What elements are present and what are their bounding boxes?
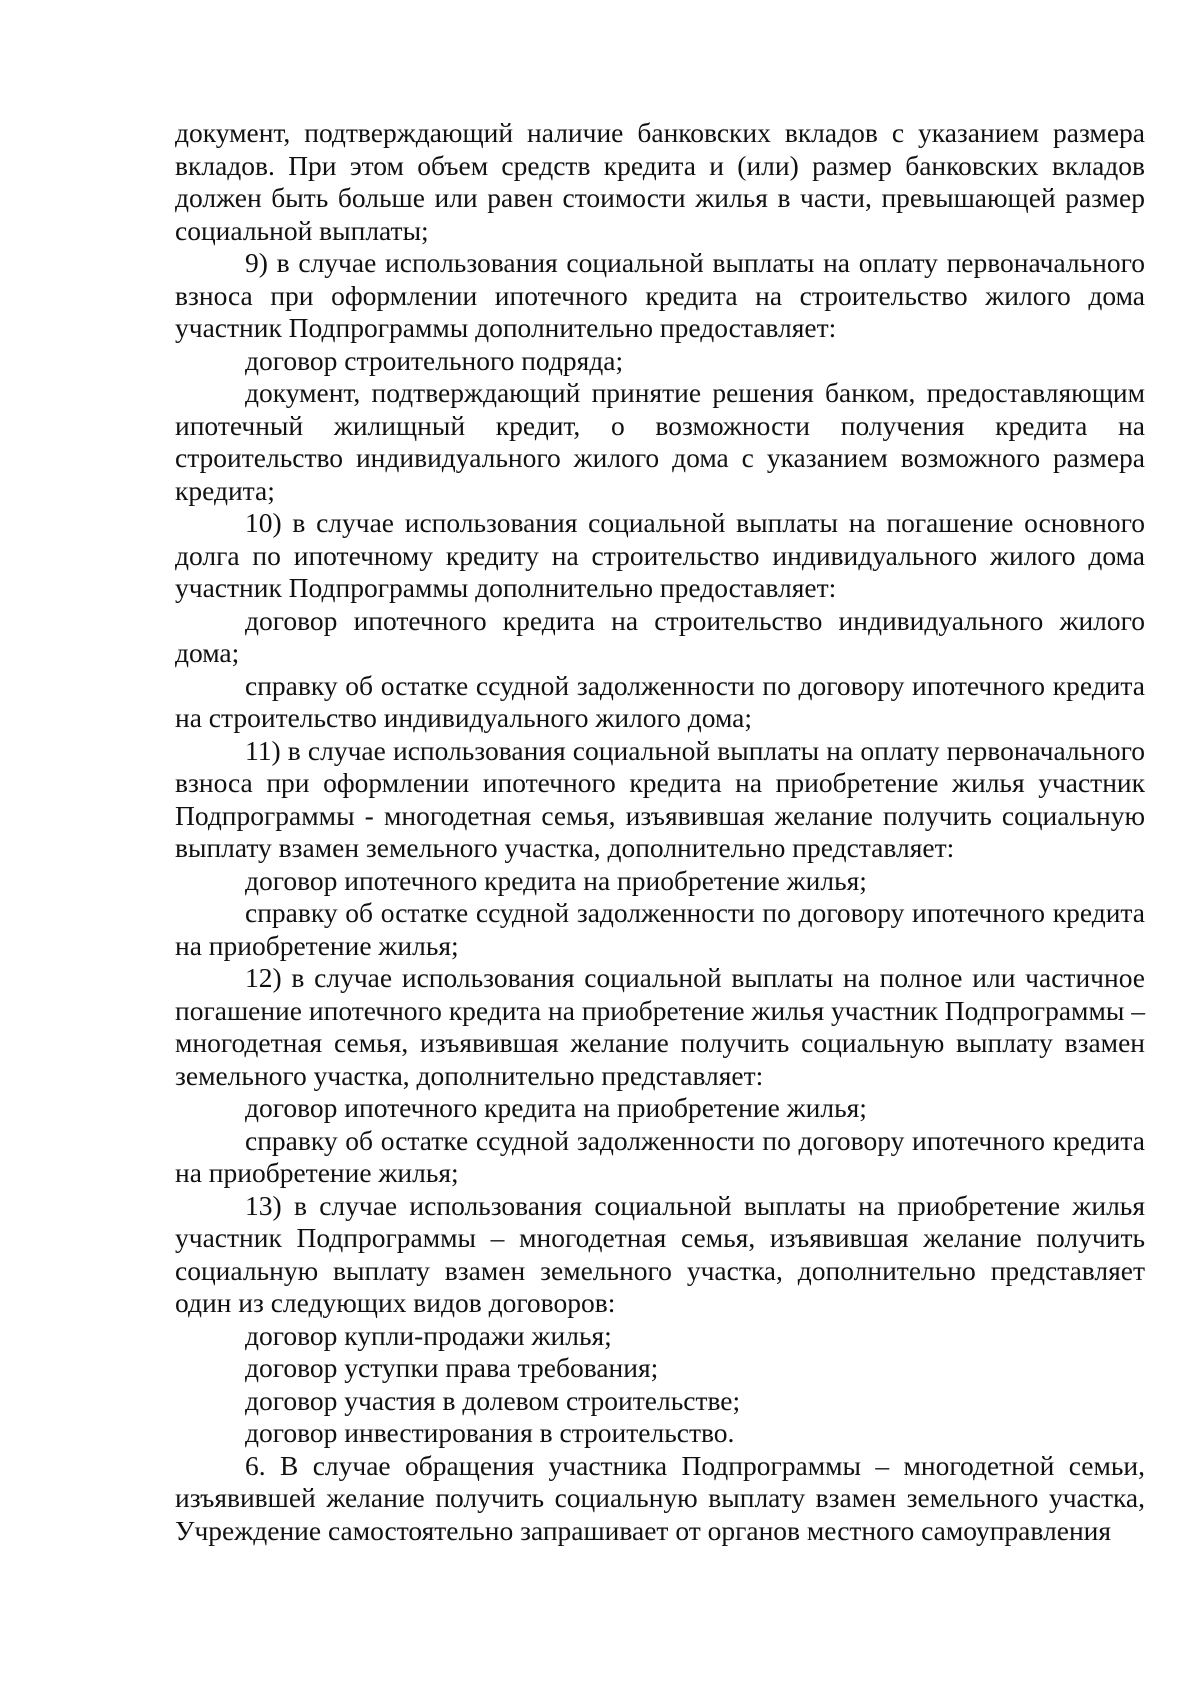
paragraph-item-12: 12) в случае использования социальной выплаты на полное или частичное погашение ипотечного кредита на приобретение жилья участник Подпрограммы – многодетная семья, изъявившая желание получить социальную выплату взамен земельного участка, дополнительно представляет: (175, 962, 1145, 1091)
paragraph-item-13: 13) в случае использования социальной выплаты на приобретение жилья участник Подпрограммы – многодетная семья, изъявившая желание получить социальную выплату взамен земельного участка, дополнительно представляет один из следующих видов договоров: (175, 1189, 1145, 1318)
paragraph-item-11: 11) в случае использования социальной выплаты на оплату первоначального взноса при оформлении ипотечного кредита на приобретение жилья участник Подпрограммы - многодетная семья, изъявившая желание получить социальную выплату взамен земельного участка, дополнительно представляет: (175, 734, 1145, 863)
document-body (175, 117, 1145, 1547)
paragraph-item-9: 9) в случае использования социальной выплаты на оплату первоначального взноса при оформлении ипотечного кредита на строительство жилого дома участник Подпрограммы дополнительно предоставляет: (175, 247, 1145, 343)
paragraph-item-13-sale-contract: договор купли-продажи жилья; (245, 1319, 612, 1351)
paragraph-item-12-certificate: справку об остатке ссудной задолженности по договору ипотечного кредита на приобретение жилья; (175, 1124, 1145, 1188)
paragraph-item-10-certificate: справку об остатке ссудной задолженности по договору ипотечного кредита на строительство индивидуального жилого дома; (175, 669, 1145, 733)
paragraph-item-11-certificate: справку об остатке ссудной задолженности по договору ипотечного кредита на приобретение жилья; (175, 897, 1145, 961)
paragraph-item-9-contract: договор строительного подряда; (245, 344, 624, 376)
paragraph-bank-deposits: документ, подтверждающий наличие банковских вкладов с указанием размера вкладов. При этом объем средств кредита и (или) размер банковских вкладов должен быть больше или равен стоимости жилья в части, превышающей размер социальной выплаты; (175, 117, 1145, 246)
paragraph-item-13-assignment-contract: договор уступки права требования; (245, 1352, 659, 1383)
paragraph-item-10: 10) в случае использования социальной выплаты на погашение основного долга по ипотечному кредиту на строительство индивидуального жилого дома участник Подпрограммы дополнительно предоставляет: (175, 507, 1145, 603)
paragraph-item-9-bank-decision: документ, подтверждающий принятие решения банком, предоставляющим ипотечный жилищный кредит, о возможности получения кредита на строительство индивидуального жилого дома с указанием возможного размера кредита; (175, 377, 1145, 506)
paragraph-item-11-contract: договор ипотечного кредита на приобретение жилья; (245, 864, 867, 896)
paragraph-item-10-contract: договор ипотечного кредита на строительство индивидуального жилого дома; (175, 604, 1145, 668)
paragraph-item-13-shared-construction: договор участия в долевом строительстве; (245, 1384, 741, 1416)
paragraph-item-12-contract: договор ипотечного кредита на приобретение жилья; (245, 1092, 867, 1123)
paragraph-section-6: 6. В случае обращения участника Подпрограммы – многодетной семьи, изъявившей желание получить социальную выплату взамен земельного участка, Учреждение самостоятельно запрашивает от органов местного самоуправления (175, 1449, 1145, 1546)
paragraph-item-13-investment-contract: договор инвестирования в строительство. (245, 1417, 735, 1448)
